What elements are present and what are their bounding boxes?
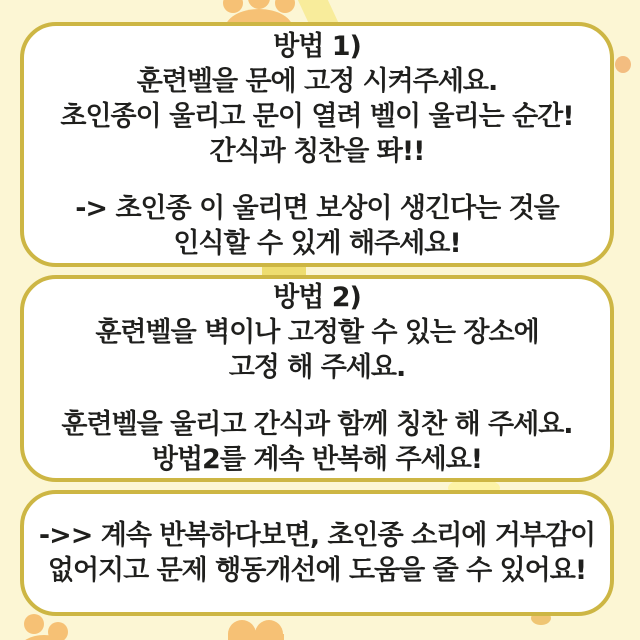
method-2-line-1: 훈련벨을 벽이나 고정할 수 있는 장소에 <box>95 317 539 348</box>
paw-print-icon <box>218 0 300 24</box>
conclusion-line-1: ->> 계속 반복하다보면, 초인종 소리에 거부감이 <box>38 520 596 551</box>
method-1-title: 방법 1) <box>273 30 361 62</box>
method-1-note-2: 인식할 수 있게 해주세요! <box>173 227 461 259</box>
method-1-line-1: 훈련벨을 문에 고정 시켜주세요. <box>136 65 498 97</box>
paw-peek-right-icon <box>615 56 631 73</box>
method-1-line-3: 간식과 칭찬을 똬!! <box>209 135 425 167</box>
card-conclusion <box>20 490 614 616</box>
card-method-2 <box>20 275 614 482</box>
card-method-1 <box>20 22 614 267</box>
method-2-title: 방법 2) <box>273 282 361 313</box>
method-2-line-3: 훈련벨을 울리고 간식과 함께 칭찬 해 주세요. <box>61 409 573 440</box>
method-2-line-4: 방법2를 계속 반복해 주세요! <box>151 444 483 475</box>
conclusion-line-2: 없어지고 문제 행동개선에 도움을 줄 수 있어요! <box>47 555 587 586</box>
method-2-line-2: 고정 해 주세요. <box>228 352 406 383</box>
method-1-line-2: 초인종이 울리고 문이 열려 벨이 울리는 순간! <box>60 100 574 132</box>
method-1-note-1: -> 초인종 이 울리면 보상이 생긴다는 것을 <box>75 192 559 224</box>
paw-print-bottom-center-icon <box>224 612 288 640</box>
